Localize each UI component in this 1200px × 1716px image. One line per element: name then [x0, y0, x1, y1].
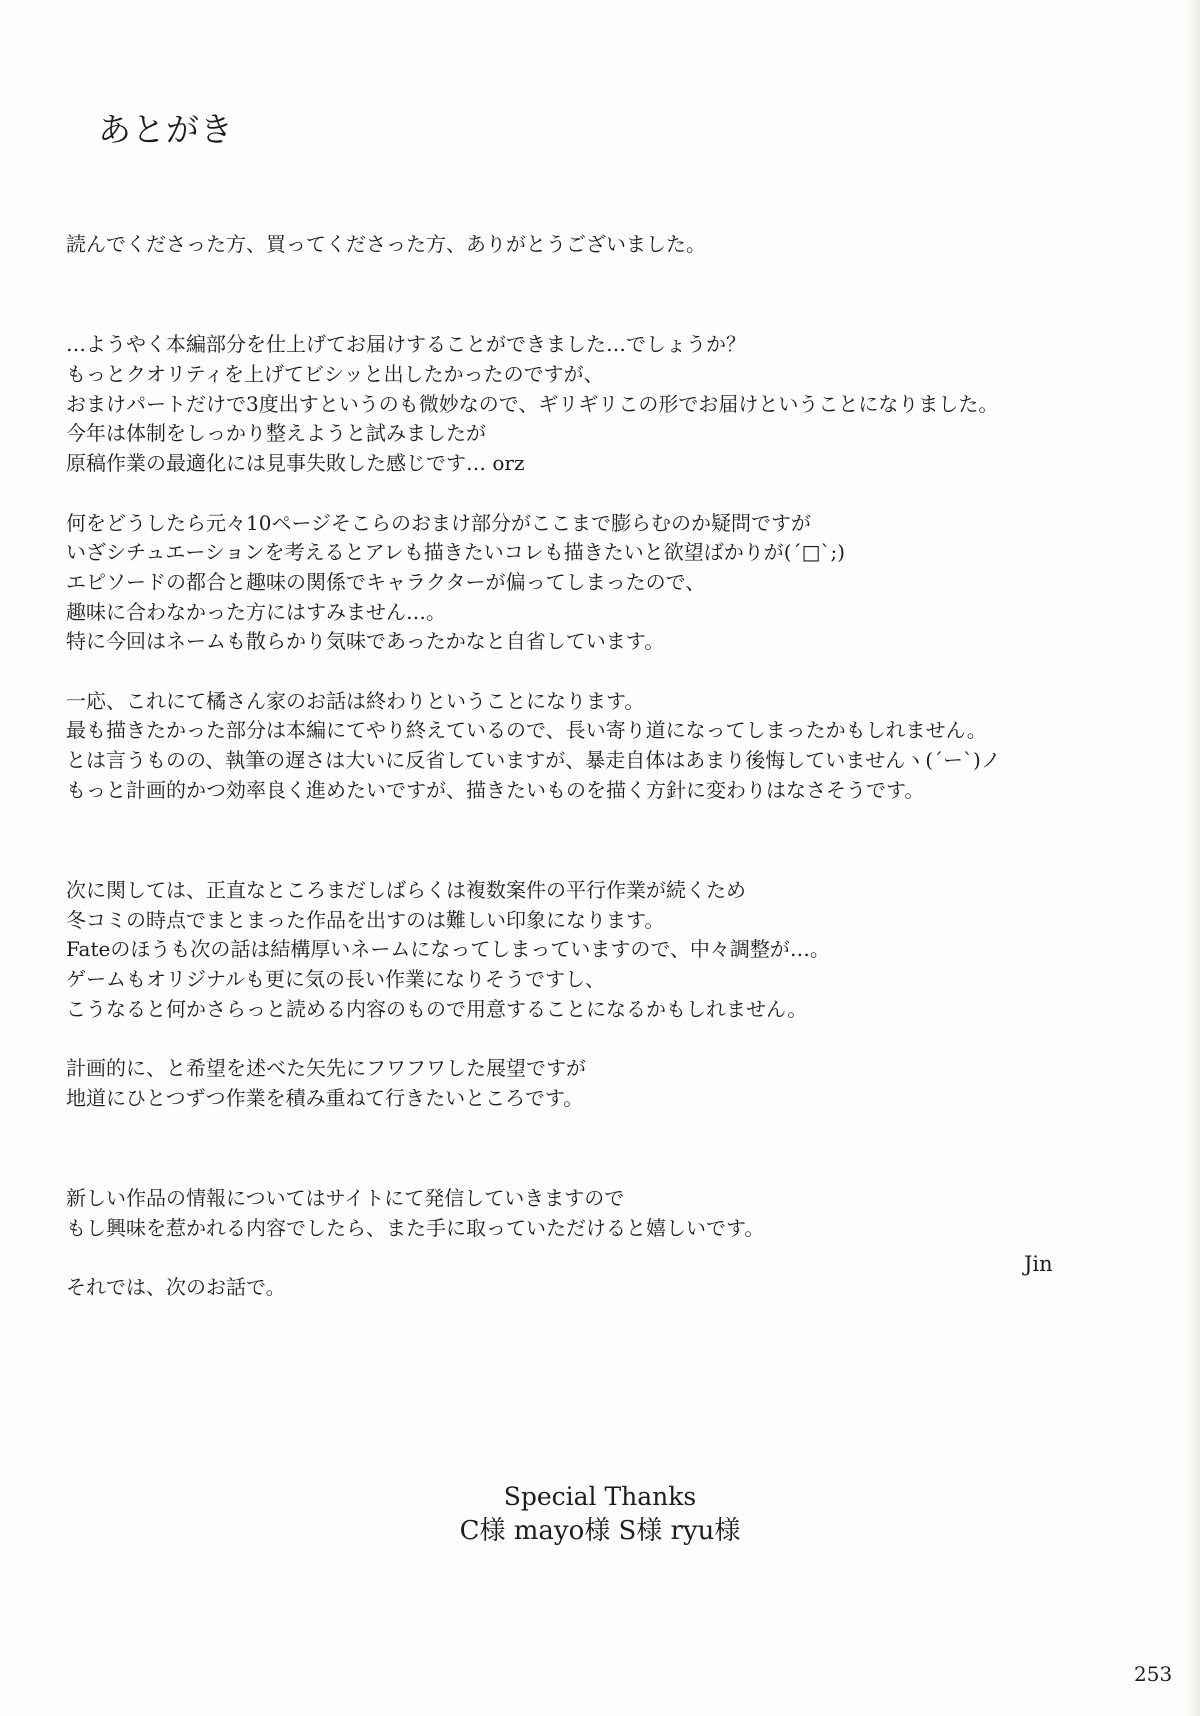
- body-line: 冬コミの時点でまとまった作品を出すのは難しい印象になります。: [66, 907, 665, 932]
- body-line: 計画的に、と希望を述べた矢先にフワフワした展望ですが: [66, 1056, 586, 1081]
- body-line: 趣味に合わなかった方にはすみません…。: [66, 599, 446, 624]
- special-thanks-names: C様 mayo様 S様 ryu様: [459, 1516, 741, 1546]
- body-line: おまけパートだけで3度出すというのも微妙なので、ギリギリこの形でお届けということになりました。: [66, 391, 999, 416]
- body-line: Fateのほうも次の話は結構厚いネームになってしまっていますので、中々調整が…。: [66, 937, 830, 962]
- body-line: 地道にひとつずつ作業を積み重ねて行きたいところです。: [66, 1085, 584, 1110]
- body-line: 何をどうしたら元々10ページそこらのおまけ部分がここまで膨らむのか疑問ですが: [66, 510, 812, 535]
- author-signature: Jin: [1024, 1252, 1053, 1276]
- body-line: とは言うものの、執筆の遅さは大いに反省していますが、暴走自体はあまり後悔していませんヽ(´ー`)ノ: [66, 748, 1001, 772]
- body-line: 特に今回はネームも散らかり気味であったかなと自省しています。: [66, 629, 665, 654]
- body-line: もっと計画的かつ効率良く進めたいですが、描きたいものを描く方針に変わりはなさそうです。: [66, 777, 925, 802]
- body-line: それでは、次のお話で。: [66, 1275, 286, 1300]
- body-line: もし興味を惹かれる内容でしたら、また手に取っていただけると嬉しいです。: [66, 1215, 765, 1240]
- body-line: 原稿作業の最適化には見事失敗した感じです… orz: [66, 451, 525, 476]
- body-line: 新しい作品の情報についてはサイトにて発信していきますので: [66, 1186, 625, 1211]
- afterword-body: [66, 230, 1086, 1303]
- body-line: 一応、これにて橘さん家のお話は終わりということになります。: [66, 688, 645, 713]
- page-edge-shadow: [1186, 0, 1200, 1716]
- afterword-title: あとがき: [98, 110, 234, 149]
- body-line: こうなると何かさらっと読める内容のもので用意することになるかもしれません。: [66, 996, 808, 1021]
- body-line: もっとクオリティを上げてビシッと出したかったのですが、: [66, 362, 604, 387]
- body-line: …ようやく本編部分を仕上げてお届けすることができました…でしょうか？: [66, 332, 746, 357]
- special-thanks: [0, 1480, 1200, 1548]
- body-line: ゲームもオリジナルも更に気の長い作業になりそうですし、: [66, 967, 605, 992]
- page-number: 253: [1134, 1662, 1173, 1686]
- body-line: 次に関しては、正直なところまだしばらくは複数案件の平行作業が続くため: [66, 878, 746, 903]
- body-line: 今年は体制をしっかり整えようと試みましたが: [66, 421, 486, 446]
- body-line: 読んでくださった方、買ってくださった方、ありがとうございました。: [66, 232, 706, 256]
- body-line: 最も描きたかった部分は本編にてやり終えているので、長い寄り道になってしまったかもしれません。: [66, 718, 987, 743]
- body-line: いざシチュエーションを考えるとアレも描きたいコレも描きたいと欲望ばかりが(´□`;): [66, 540, 846, 565]
- body-line: エピソードの都合と趣味の関係でキャラクターが偏ってしまったので、: [66, 569, 706, 594]
- special-thanks-heading: Special Thanks: [503, 1482, 697, 1511]
